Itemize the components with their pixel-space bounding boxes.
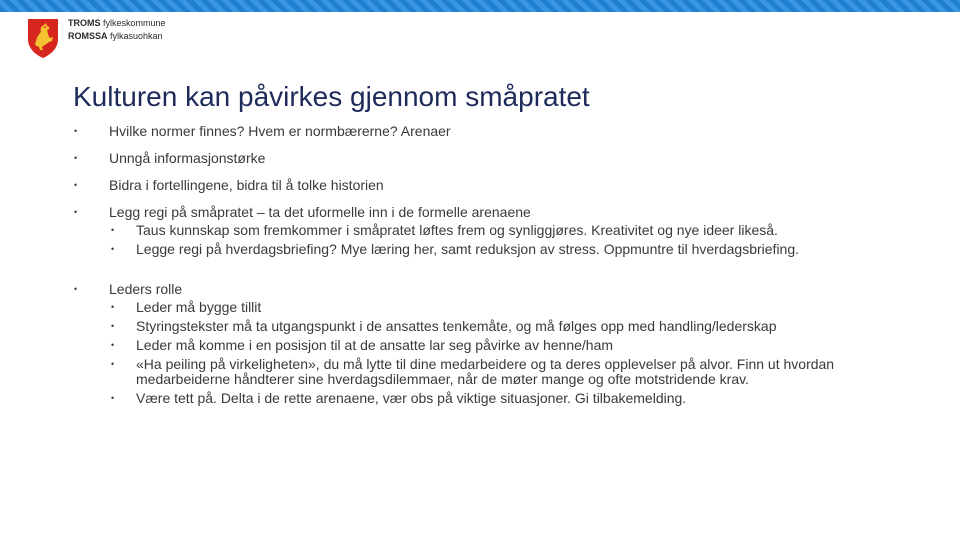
slide-title: Kulturen kan påvirkes gjennom småpratet [73,81,590,112]
bullet-text: Unngå informasjonstørke [109,150,266,166]
organization-logo [26,17,186,61]
coat-of-arms-icon [26,17,60,59]
bullet-marker: • [74,153,78,163]
bullet-text: Bidra i fortellingene, bidra til å tolke historien [109,177,384,193]
sub-bullet-text: Styringstekster må ta utgangspunkt i de ansattes tenkemåte, og må følges opp med handling/lederskap [136,318,777,334]
bullet-marker: • [74,207,78,217]
sub-bullet-marker: • [111,302,115,312]
sub-bullet-item [109,391,892,406]
sub-bullet-item [109,338,892,353]
sub-bullet-marker: • [111,340,115,350]
top-stripe-bar [0,0,960,12]
bullet-text: Legg regi på småpratet – ta det uformelle inn i de formelle arenaene [109,204,531,220]
logo-wordmark [68,17,166,43]
sub-bullet-text: Taus kunnskap som fremkommer i småpratet løftes frem og synliggjøres. Kreativitet og nye ideer likeså. [136,222,778,238]
sub-bullet-marker: • [111,393,115,403]
bullet-text: Leders rolle [109,281,183,297]
sub-bullet-marker: • [111,225,115,235]
sub-bullet-text: Legge regi på hverdagsbriefing? Mye læring her, samt reduksjon av stress. Oppmuntre til hverdagsbriefing. [136,241,800,257]
bullet-item [72,280,892,406]
sub-bullet-item [109,300,892,315]
bullet-item [72,203,892,257]
bullet-marker: • [74,126,78,136]
bullet-marker: • [74,284,78,294]
sub-bullet-item [109,242,892,257]
sub-bullet-text: Leder må komme i en posisjon til at de ansatte lar seg påvirke av henne/ham [136,337,614,353]
bullet-item [72,176,892,194]
logo-line-1: TROMS fylkeskommune [68,18,166,28]
bullet-item [72,122,892,140]
sub-bullet-item [109,319,892,334]
sub-bullet-marker: • [111,359,115,369]
sub-bullet-item [109,357,892,387]
sub-bullet-marker: • [111,321,115,331]
bullet-marker: • [74,180,78,190]
logo-line-2: ROMSSA fylkasuohkan [68,31,163,41]
bullet-list [72,122,892,406]
sub-bullet-text: «Ha peiling på virkeligheten», du må lytte til dine medarbeidere og ta deres opplevelser på alvor. Finn ut hvordan medarbeiderne håndterer sine hverdagsdilemmaer, når de møter mange og ofte motstridende krav. [136,356,835,387]
sub-bullet-text: Være tett på. Delta i de rette arenaene, vær obs på viktige situasjoner. Gi tilbakemelding. [136,390,687,406]
sub-bullet-marker: • [111,244,115,254]
bullet-item [72,149,892,167]
bullet-text: Hvilke normer finnes? Hvem er normbærerne? Arenaer [109,123,451,139]
sub-bullet-text: Leder må bygge tillit [136,299,262,315]
sub-bullet-item [109,223,892,238]
